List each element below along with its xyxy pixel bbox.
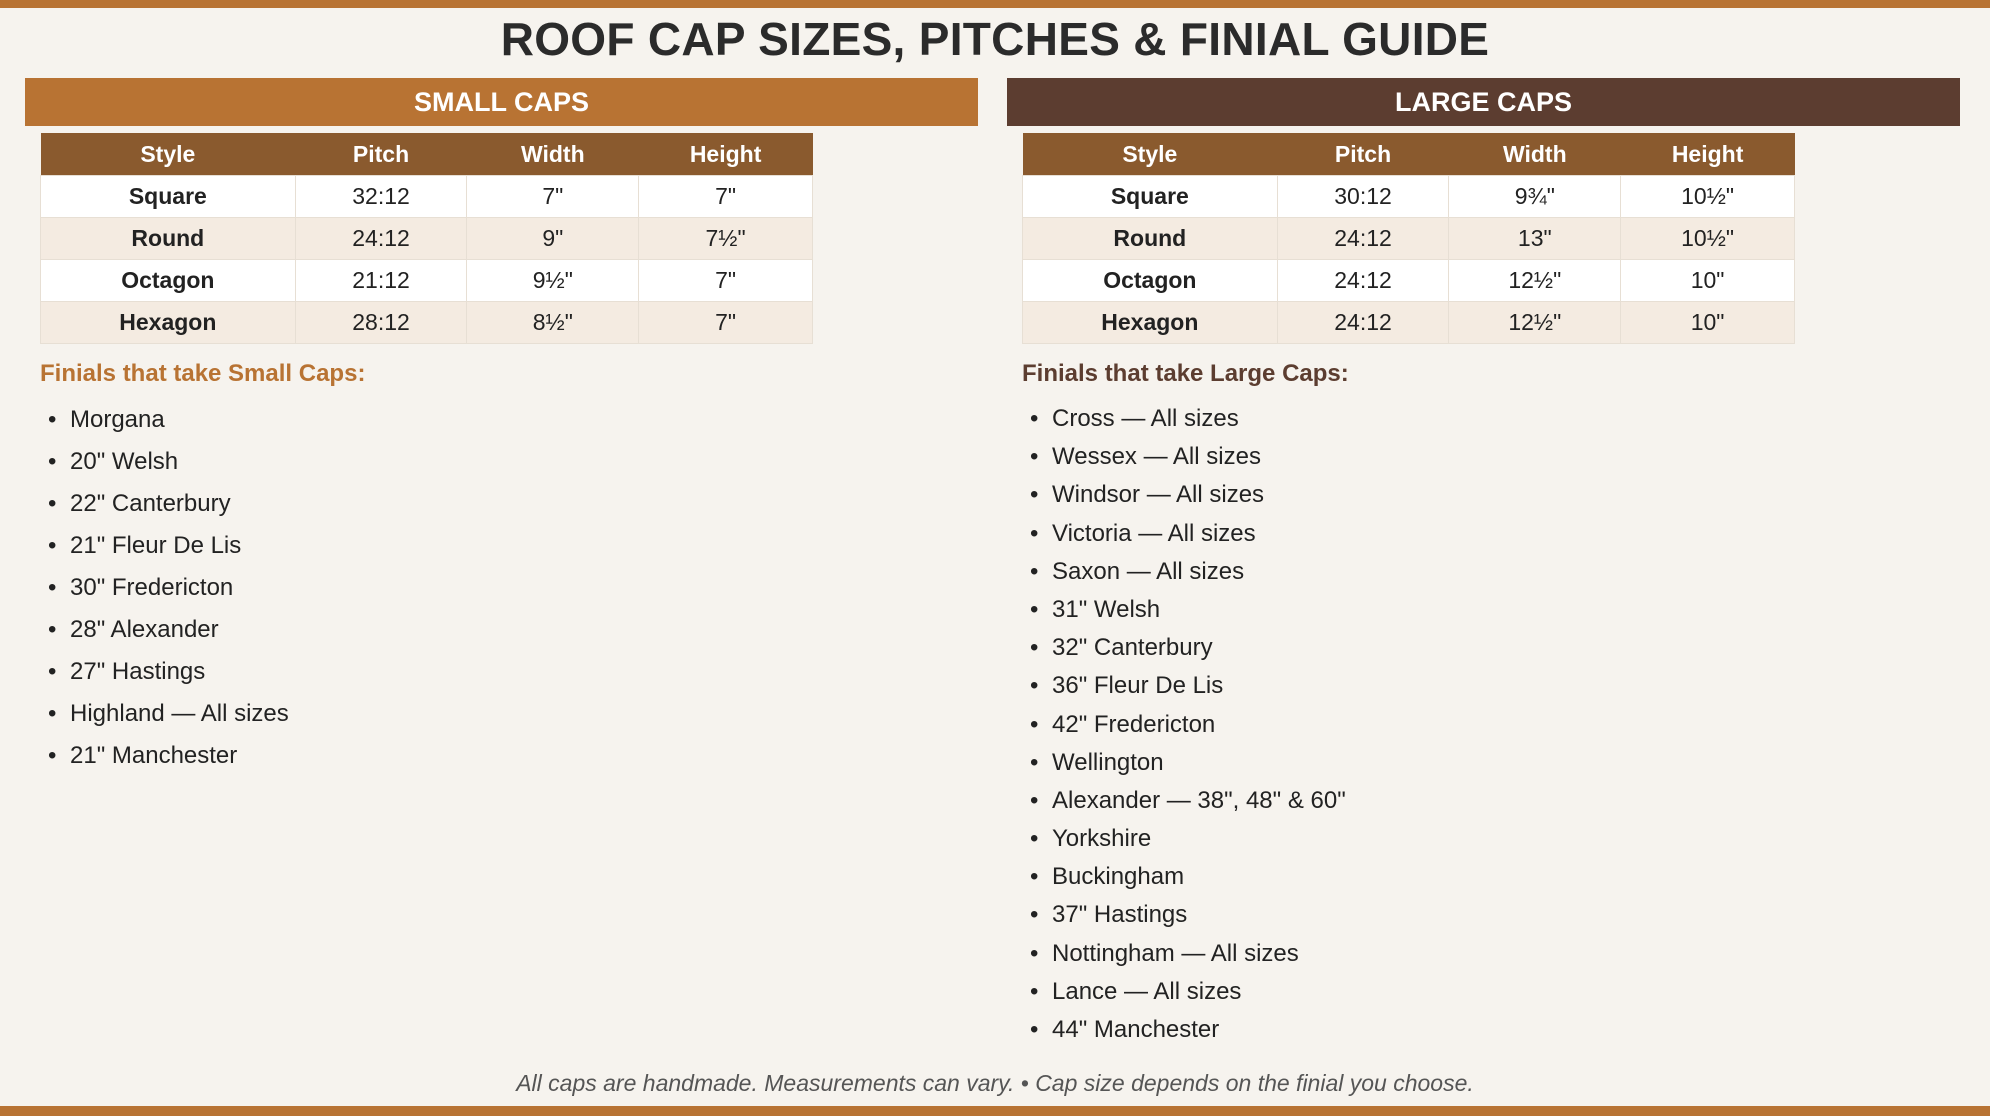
cell-height: 7½" bbox=[639, 218, 813, 260]
finial-name: 27" Hastings bbox=[70, 658, 206, 685]
bullet-icon: • bbox=[1030, 634, 1039, 662]
list-item bbox=[1022, 404, 1346, 442]
list-item bbox=[1022, 519, 1346, 557]
finial-name: 22" Canterbury bbox=[70, 490, 231, 517]
header-pitch: Pitch bbox=[295, 133, 467, 176]
finial-name: Wessex — All sizes bbox=[1052, 443, 1261, 471]
table-row bbox=[41, 176, 813, 218]
bullet-icon: • bbox=[1030, 825, 1039, 853]
large-caps-table bbox=[1022, 133, 1795, 344]
finial-name: 31" Welsh bbox=[1052, 595, 1161, 623]
small-finials-list bbox=[40, 405, 289, 783]
small-caps-table bbox=[40, 133, 813, 344]
cell-style: Square bbox=[1023, 176, 1278, 218]
bullet-icon: • bbox=[1030, 519, 1039, 547]
bullet-icon: • bbox=[1030, 786, 1039, 814]
list-item bbox=[1022, 824, 1346, 862]
table-row bbox=[1023, 176, 1795, 218]
finial-name: 37" Hastings bbox=[1052, 901, 1188, 929]
list-item bbox=[1022, 900, 1346, 938]
list-item bbox=[40, 741, 289, 783]
cell-pitch: 32:12 bbox=[295, 176, 467, 218]
cell-height: 10" bbox=[1621, 260, 1795, 302]
table-row bbox=[1023, 260, 1795, 302]
cell-height: 10" bbox=[1621, 302, 1795, 344]
list-item bbox=[40, 405, 289, 447]
finial-name: Alexander — 38", 48" & 60" bbox=[1052, 786, 1346, 814]
list-item bbox=[1022, 671, 1346, 709]
cell-width: 12½" bbox=[1449, 302, 1621, 344]
bullet-icon: • bbox=[48, 574, 57, 601]
list-item bbox=[1022, 939, 1346, 977]
table-row bbox=[1023, 218, 1795, 260]
bullet-icon: • bbox=[48, 658, 57, 685]
list-item bbox=[1022, 710, 1346, 748]
finial-name: 21" Fleur De Lis bbox=[70, 532, 242, 559]
footnote: All caps are handmade. Measurements can vary. • Cap size depends on the finial you choose. bbox=[516, 1070, 1474, 1096]
header-width: Width bbox=[467, 133, 639, 176]
list-item bbox=[40, 489, 289, 531]
header-height: Height bbox=[1621, 133, 1795, 176]
bottom-accent-bar bbox=[0, 1106, 1990, 1116]
cell-width: 7" bbox=[467, 176, 639, 218]
cell-width: 9¾" bbox=[1449, 176, 1621, 218]
finial-name: 20" Welsh bbox=[70, 448, 179, 475]
cell-pitch: 21:12 bbox=[295, 260, 467, 302]
cell-width: 9" bbox=[467, 218, 639, 260]
finial-name: Buckingham bbox=[1052, 863, 1185, 891]
finial-name: Saxon — All sizes bbox=[1052, 557, 1245, 585]
cell-style: Round bbox=[1023, 218, 1278, 260]
cell-height: 7" bbox=[639, 176, 813, 218]
table-row bbox=[41, 302, 813, 344]
finial-name: Windsor — All sizes bbox=[1052, 481, 1265, 509]
small-finials-heading: Finials that take Small Caps: bbox=[40, 360, 366, 387]
header-pitch: Pitch bbox=[1277, 133, 1449, 176]
cell-style: Octagon bbox=[1023, 260, 1278, 302]
cell-style: Octagon bbox=[41, 260, 296, 302]
finial-name: Lance — All sizes bbox=[1052, 977, 1242, 1005]
list-item bbox=[1022, 977, 1346, 1015]
bullet-icon: • bbox=[1030, 748, 1039, 776]
bullet-icon: • bbox=[1030, 672, 1039, 700]
large-caps-banner: LARGE CAPS bbox=[1007, 78, 1960, 126]
finial-name: 30" Fredericton bbox=[70, 574, 234, 601]
cell-pitch: 24:12 bbox=[295, 218, 467, 260]
list-item bbox=[40, 447, 289, 489]
finial-name: 28" Alexander bbox=[70, 616, 219, 643]
bullet-icon: • bbox=[1030, 557, 1039, 585]
bullet-icon: • bbox=[1030, 481, 1039, 509]
bullet-icon: • bbox=[48, 532, 57, 559]
bullet-icon: • bbox=[1030, 710, 1039, 738]
cell-height: 7" bbox=[639, 260, 813, 302]
top-accent-bar bbox=[0, 0, 1990, 8]
list-item bbox=[1022, 786, 1346, 824]
table-row bbox=[41, 260, 813, 302]
list-item bbox=[40, 615, 289, 657]
finial-name: Yorkshire bbox=[1052, 825, 1152, 853]
large-finials-heading: Finials that take Large Caps: bbox=[1022, 360, 1349, 387]
finial-name: 44" Manchester bbox=[1052, 1016, 1220, 1043]
header-style: Style bbox=[41, 133, 296, 176]
finial-name: Wellington bbox=[1052, 748, 1164, 776]
page-title: ROOF CAP SIZES, PITCHES & FINIAL GUIDE bbox=[500, 13, 1490, 65]
bullet-icon: • bbox=[1030, 863, 1039, 891]
list-item bbox=[40, 531, 289, 573]
finial-name: 32" Canterbury bbox=[1052, 634, 1213, 662]
cell-style: Square bbox=[41, 176, 296, 218]
bullet-icon: • bbox=[48, 448, 57, 475]
list-item bbox=[1022, 1015, 1346, 1053]
finial-name: 36" Fleur De Lis bbox=[1052, 672, 1224, 700]
cell-width: 8½" bbox=[467, 302, 639, 344]
table-row bbox=[41, 218, 813, 260]
cell-width: 9½" bbox=[467, 260, 639, 302]
bullet-icon: • bbox=[1030, 1016, 1039, 1043]
cell-pitch: 28:12 bbox=[295, 302, 467, 344]
finial-name: Highland — All sizes bbox=[70, 700, 289, 727]
finial-name: 42" Fredericton bbox=[1052, 710, 1216, 738]
cell-style: Hexagon bbox=[1023, 302, 1278, 344]
large-finials-list bbox=[1022, 404, 1346, 1053]
bullet-icon: • bbox=[1030, 901, 1039, 929]
cell-style: Hexagon bbox=[41, 302, 296, 344]
small-caps-banner: SMALL CAPS bbox=[25, 78, 978, 126]
list-item bbox=[1022, 480, 1346, 518]
cell-width: 12½" bbox=[1449, 260, 1621, 302]
finial-name: 21" Manchester bbox=[70, 742, 238, 769]
list-item bbox=[40, 657, 289, 699]
cell-style: Round bbox=[41, 218, 296, 260]
bullet-icon: • bbox=[48, 742, 57, 769]
list-item bbox=[1022, 862, 1346, 900]
cell-pitch: 24:12 bbox=[1277, 302, 1449, 344]
list-item bbox=[1022, 595, 1346, 633]
bullet-icon: • bbox=[1030, 405, 1039, 432]
list-item bbox=[1022, 633, 1346, 671]
list-item bbox=[40, 699, 289, 741]
cell-height: 10½" bbox=[1621, 218, 1795, 260]
bullet-icon: • bbox=[1030, 977, 1039, 1005]
finial-name: Cross — All sizes bbox=[1052, 405, 1239, 432]
bullet-icon: • bbox=[48, 700, 57, 727]
list-item bbox=[1022, 557, 1346, 595]
bullet-icon: • bbox=[48, 406, 57, 433]
bullet-icon: • bbox=[1030, 939, 1039, 967]
bullet-icon: • bbox=[48, 490, 57, 517]
bullet-icon: • bbox=[1030, 443, 1039, 471]
cell-pitch: 30:12 bbox=[1277, 176, 1449, 218]
bullet-icon: • bbox=[48, 616, 57, 643]
header-style: Style bbox=[1023, 133, 1278, 176]
bullet-icon: • bbox=[1030, 595, 1039, 623]
table-row bbox=[1023, 302, 1795, 344]
finial-name: Nottingham — All sizes bbox=[1052, 939, 1299, 967]
finial-name: Morgana bbox=[70, 406, 165, 433]
cell-pitch: 24:12 bbox=[1277, 218, 1449, 260]
cell-width: 13" bbox=[1449, 218, 1621, 260]
header-height: Height bbox=[639, 133, 813, 176]
header-width: Width bbox=[1449, 133, 1621, 176]
list-item bbox=[40, 573, 289, 615]
cell-pitch: 24:12 bbox=[1277, 260, 1449, 302]
list-item bbox=[1022, 442, 1346, 480]
cell-height: 10½" bbox=[1621, 176, 1795, 218]
finial-name: Victoria — All sizes bbox=[1052, 519, 1256, 547]
cell-height: 7" bbox=[639, 302, 813, 344]
list-item bbox=[1022, 748, 1346, 786]
